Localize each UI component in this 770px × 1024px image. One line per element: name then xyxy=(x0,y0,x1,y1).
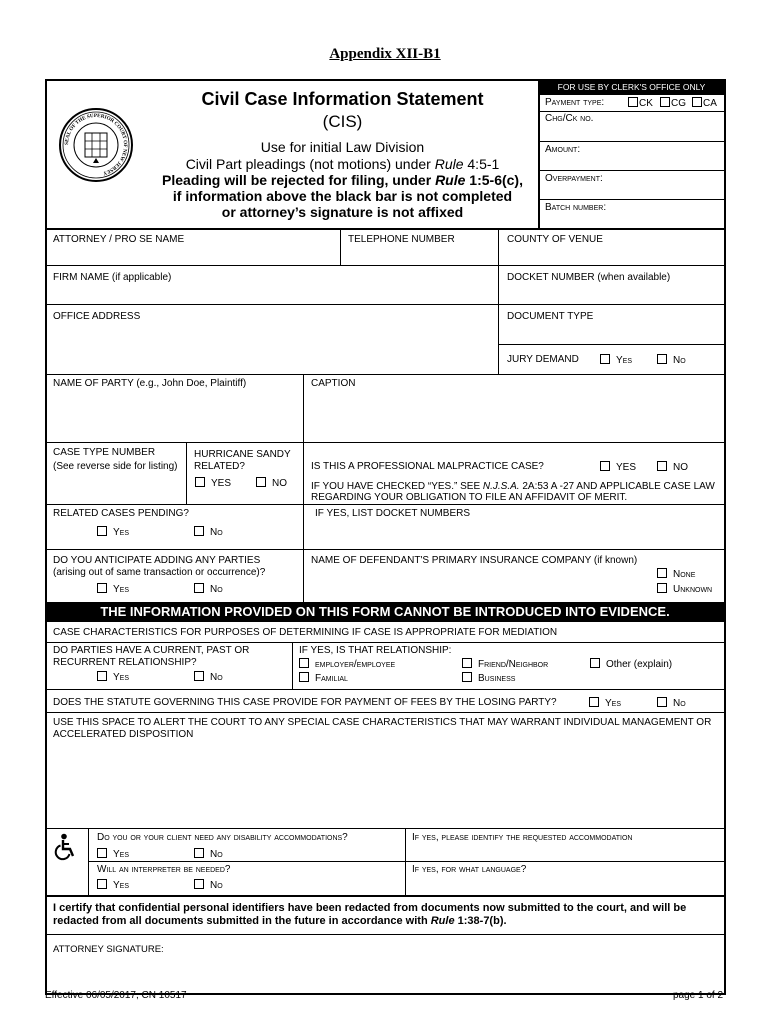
docket-number-field[interactable]: DOCKET NUMBER (when available) xyxy=(507,272,671,283)
office-address-field[interactable]: OFFICE ADDRESS xyxy=(53,311,141,322)
batch-number-field[interactable]: Batch number: xyxy=(545,202,607,213)
fee-shifting-question: DOES THE STATUTE GOVERNING THIS CASE PROVIDE FOR PAYMENT OF FEES BY THE LOSING PARTY? xyxy=(53,697,557,708)
insurance-company-field[interactable]: NAME OF DEFENDANT'S PRIMARY INSURANCE COMPANY (if known) xyxy=(311,555,638,566)
adding-no-checkbox[interactable]: No xyxy=(194,583,223,596)
adding-parties-sub: (arising out of same transaction or occurrence)? xyxy=(53,567,266,578)
hurricane-related-label: RELATED? xyxy=(194,461,245,472)
related-no-checkbox[interactable]: No xyxy=(194,526,223,539)
form-abbr: (CIS) xyxy=(322,112,363,131)
insurance-unknown-checkbox[interactable]: Unknown xyxy=(657,583,712,596)
payment-ca-checkbox[interactable]: CA xyxy=(692,97,717,110)
malpractice-no-checkbox[interactable]: NO xyxy=(657,461,688,474)
firm-name-field[interactable]: FIRM NAME (if applicable) xyxy=(53,272,172,283)
page-number: page 1 of 2 xyxy=(673,990,724,1001)
friend-neighbor-checkbox[interactable]: Friend/Neighbor xyxy=(462,658,548,671)
related-yes-checkbox[interactable]: Yes xyxy=(97,526,129,539)
payment-cg-checkbox[interactable]: CG xyxy=(660,97,686,110)
adding-yes-checkbox[interactable]: Yes xyxy=(97,583,129,596)
accommodation-field[interactable]: If yes, please identify the requested accommodation xyxy=(412,832,633,843)
payment-type-label: Payment type: xyxy=(545,97,605,108)
case-type-number-field[interactable]: CASE TYPE NUMBER xyxy=(53,447,156,458)
form-title: Civil Case Information Statement xyxy=(201,89,484,109)
overpayment-field[interactable]: Overpayment: xyxy=(545,173,603,184)
special-characteristics-textarea[interactable] xyxy=(46,745,724,828)
malpractice-note-line-1: IF YOU HAVE CHECKED “YES.” SEE N.J.S.A. 2A:53 A -27 AND APPLICABLE CASE LAW xyxy=(311,481,715,492)
hurricane-sandy-label: HURRICANE SANDY xyxy=(194,449,291,460)
see-reverse-note: (See reverse side for listing) xyxy=(53,461,178,472)
document-type-field[interactable]: DOCUMENT TYPE xyxy=(507,311,594,322)
hurricane-no-checkbox[interactable]: NO xyxy=(256,477,287,490)
clerk-heading: FOR USE BY CLERK'S OFFICE ONLY xyxy=(539,80,724,95)
mediation-heading: CASE CHARACTERISTICS FOR PURPOSES OF DETERMINING IF CASE IS APPROPRIATE FOR MEDIATION xyxy=(53,627,558,638)
hurricane-yes-checkbox[interactable]: YES xyxy=(195,477,231,490)
malpractice-yes-checkbox[interactable]: YES xyxy=(600,461,636,474)
relationship-no-checkbox[interactable]: No xyxy=(194,671,223,684)
chg-ck-no-field[interactable]: Chg/Ck no. xyxy=(545,113,594,124)
jury-yes-checkbox[interactable]: Yes xyxy=(600,354,632,367)
amount-field[interactable]: Amount: xyxy=(545,144,581,155)
employer-employee-checkbox[interactable]: employer/employee xyxy=(299,658,395,671)
interpreter-language-field[interactable]: If yes, for what language? xyxy=(412,864,527,875)
county-of-venue-field[interactable]: COUNTY OF VENUE xyxy=(507,234,603,245)
court-seal xyxy=(58,107,134,183)
adding-parties-label: DO YOU ANTICIPATE ADDING ANY PARTIES xyxy=(53,555,261,566)
if-yes-relationship-label: IF YES, IS THAT RELATIONSHIP: xyxy=(299,645,452,656)
disability-no-checkbox[interactable]: No xyxy=(194,848,223,861)
certification-line-1: I certify that confidential personal identifiers have been redacted from documents now submitted to the court, and will be xyxy=(53,902,687,914)
relationship-yes-checkbox[interactable]: Yes xyxy=(97,671,129,684)
relationship-question-1: DO PARTIES HAVE A CURRENT, PAST OR xyxy=(53,645,250,656)
header-line-4: if information above the black bar is not completed xyxy=(172,188,513,204)
other-explain-checkbox[interactable]: Other (explain) xyxy=(590,658,672,671)
malpractice-note-line-2: REGARDING YOUR OBLIGATION TO FILE AN AFFIDAVIT OF MERIT. xyxy=(311,492,628,503)
telephone-field[interactable]: TELEPHONE NUMBER xyxy=(348,234,455,245)
fee-yes-checkbox[interactable]: Yes xyxy=(589,697,621,710)
seal-text: SEAL OF THE SUPERIOR COURT OF NEW JERSEY xyxy=(63,112,129,177)
interpreter-question: Will an interpreter be needed? xyxy=(97,864,231,875)
appendix-title: Appendix XII-B1 xyxy=(329,46,441,62)
special-characteristics-label-2: ACCELERATED DISPOSITION xyxy=(53,729,194,740)
jury-no-checkbox[interactable]: No xyxy=(657,354,686,367)
attorney-name-field[interactable]: ATTORNEY / PRO SE NAME xyxy=(53,234,185,245)
disability-question: Do you or your client need any disability accommodations? xyxy=(97,832,348,843)
jury-demand-label: JURY DEMAND xyxy=(507,354,579,365)
interpreter-yes-checkbox[interactable]: Yes xyxy=(97,879,129,892)
header-line-5: or attorney’s signature is not affixed xyxy=(221,204,464,220)
wheelchair-icon xyxy=(54,833,78,861)
header-line-3: Pleading will be rejected for filing, under Rule 1:5-6(c), xyxy=(162,172,523,188)
related-cases-label: RELATED CASES PENDING? xyxy=(53,508,189,519)
special-characteristics-label-1: USE THIS SPACE TO ALERT THE COURT TO ANY SPECIAL CASE CHARACTERISTICS THAT MAY WARRANT INDIVIDUAL MANAGEMENT OR xyxy=(53,717,712,728)
effective-date: Effective 06/05/2017, CN 10517 xyxy=(45,990,187,1001)
payment-ck-checkbox[interactable]: CK xyxy=(628,97,653,110)
business-checkbox[interactable]: Business xyxy=(462,672,515,685)
evidence-warning-bar: THE INFORMATION PROVIDED ON THIS FORM CANNOT BE INTRODUCED INTO EVIDENCE. xyxy=(46,602,724,622)
certification-line-2: redacted from all documents submitted in the future in accordance with Rule 1:38-7(b). xyxy=(53,915,507,927)
malpractice-question: IS THIS A PROFESSIONAL MALPRACTICE CASE? xyxy=(311,461,544,472)
familial-checkbox[interactable]: Familial xyxy=(299,672,348,685)
header-line-1: Use for initial Law Division xyxy=(260,139,425,155)
relationship-question-2: RECURRENT RELATIONSHIP? xyxy=(53,657,197,668)
fee-no-checkbox[interactable]: No xyxy=(657,697,686,710)
disability-yes-checkbox[interactable]: Yes xyxy=(97,848,129,861)
interpreter-no-checkbox[interactable]: No xyxy=(194,879,223,892)
list-docket-numbers-field[interactable]: IF YES, LIST DOCKET NUMBERS xyxy=(315,508,471,519)
attorney-signature-field[interactable]: ATTORNEY SIGNATURE: xyxy=(53,944,164,955)
header-line-2: Civil Part pleadings (not motions) under Rule 4:5-1 xyxy=(185,156,500,172)
caption-field[interactable]: CAPTION xyxy=(311,378,356,389)
insurance-none-checkbox[interactable]: None xyxy=(657,568,695,581)
name-of-party-field[interactable]: NAME OF PARTY (e.g., John Doe, Plaintiff) xyxy=(53,378,247,389)
